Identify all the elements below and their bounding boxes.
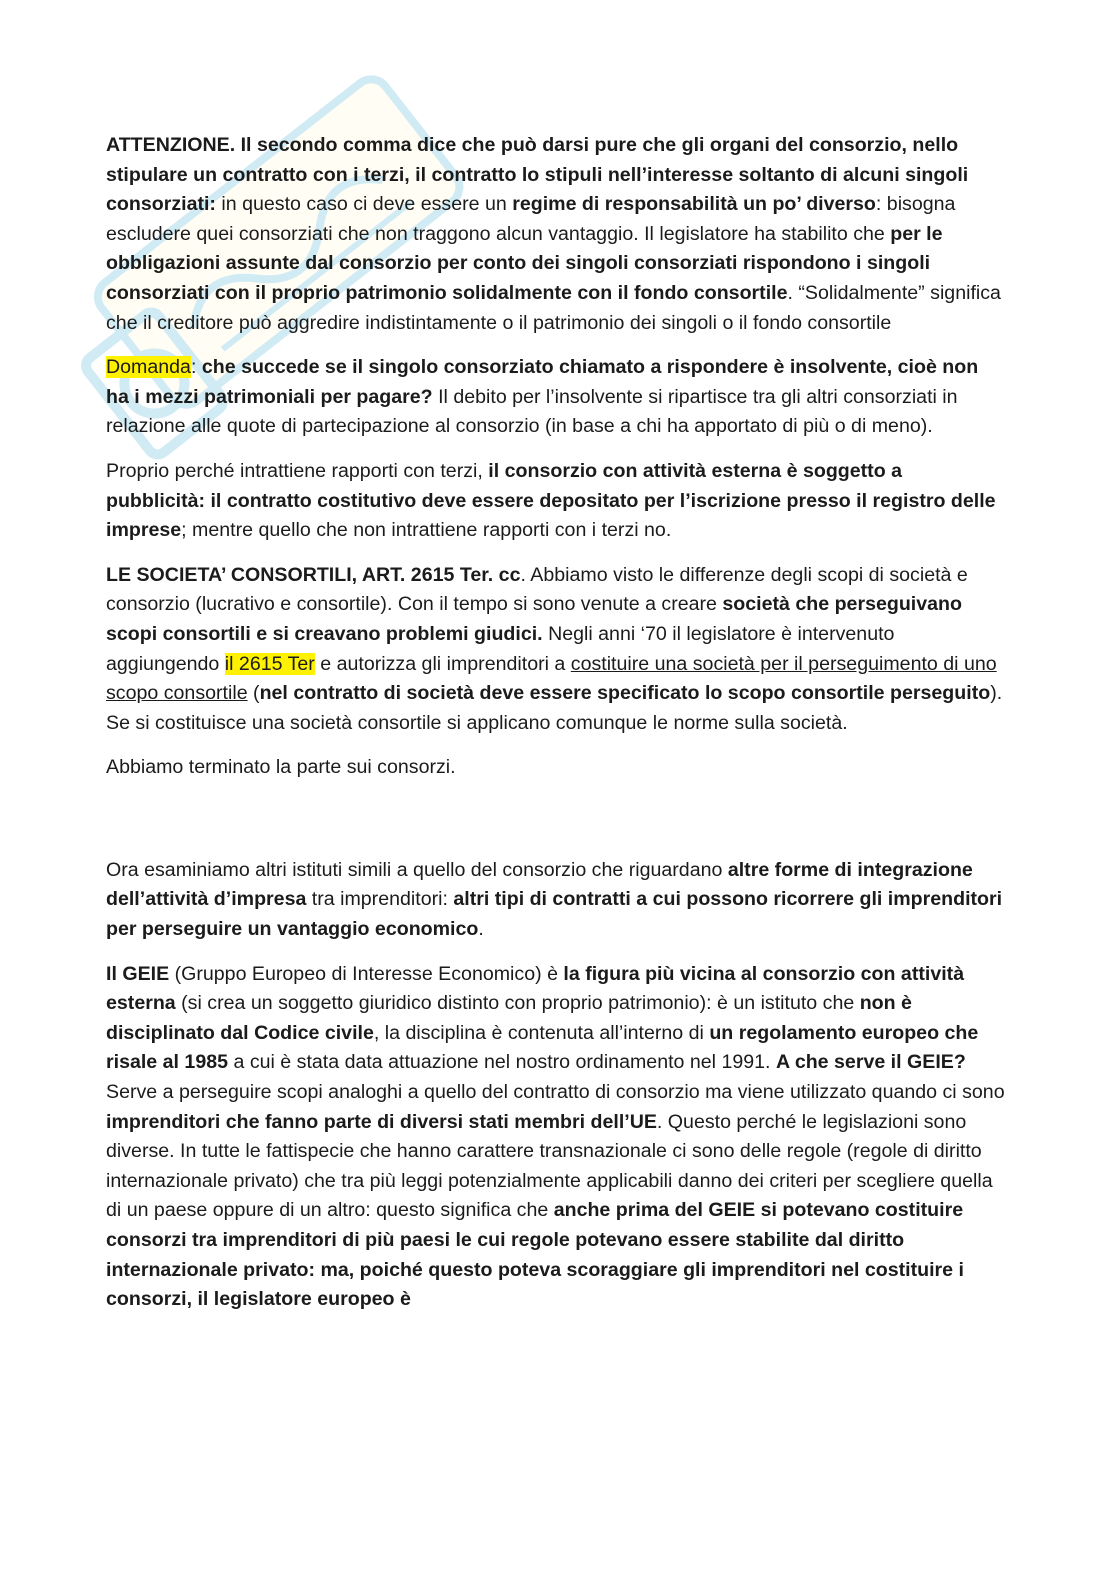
bold-text: un regolamento europeo che risale al 1985 (106, 1021, 979, 1074)
text: (Gruppo Europeo di Interesse Economico) è (169, 962, 564, 985)
bold-text: Il secondo comma dice che può darsi pure che gli organi del consorzio, nello stipulare un contratto con i terzi, il contratto lo stipuli nell’interesse soltanto di alcuni singoli consorziati: (106, 134, 969, 216)
text: e autorizza gli imprenditori a (314, 652, 571, 675)
text: Abbiamo terminato la parte sui consorzi. (106, 756, 456, 779)
bold-text: A che serve il GEIE? (775, 1051, 966, 1074)
text: (si crea un soggetto giuridico distinto con proprio patrimonio): è un istituto che (175, 992, 860, 1015)
text: . “Solidalmente” significa che il creditore può aggredire indistintamente o il patrimonio dei singoli o il fondo consortile (106, 281, 1001, 334)
text: Negli anni ‘70 il legislatore è intervenuto aggiungendo (106, 622, 895, 675)
paragraph-pubblicita (106, 457, 1006, 546)
paragraph-societa-consortili (106, 561, 1006, 739)
text: tra imprenditori: (306, 888, 454, 911)
paragraph-geie (106, 960, 1006, 1315)
paragraph-terminato (106, 753, 1006, 783)
bold-text: il consorzio con attività esterna è soggetto a pubblicità: il contratto costitutivo deve essere depositato per l’iscrizione presso il registro delle imprese (106, 459, 996, 542)
bold-text: altri tipi di contratti a cui possono ricorrere gli imprenditori per perseguire un vantaggio economico (106, 888, 1003, 941)
label-attenzione: ATTENZIONE. (106, 134, 236, 156)
text: . Abbiamo visto le differenze degli scopi di società e consorzio (lucrativo e consortile). Con il tempo si sono venute a creare (106, 563, 968, 616)
text: in questo caso ci deve essere un (215, 193, 513, 216)
text: ; mentre quello che non intrattiene rapporti con i terzi no. (181, 519, 672, 542)
bold-text: che succede se il singolo consorziato chiamato a rispondere è insolvente, cioè non ha i mezzi patrimoniali per pagare? (106, 356, 979, 408)
bold-text: per le obbligazioni assunte dal consorzio per conto dei singoli consorziati rispondono i singoli consorziati con il proprio patrimonio solidalmente con il fondo consortile (106, 222, 943, 304)
bold-text: imprenditori che fanno parte di diversi stati membri dell’UE (106, 1110, 657, 1133)
highlight-domanda: Domanda (106, 356, 191, 379)
bold-text: anche prima del GEIE si potevano costituire consorzi tra imprenditori di più paesi le cui regole potevano essere stabilite dal diritto internazionale privato: ma, poiché questo poteva scoraggiare gli imprenditori nel costituire i consorzi, il legislatore europeo è (106, 1199, 964, 1311)
text: Proprio perché intrattiene rapporti con terzi, (106, 459, 489, 482)
text: Il debito per l’insolvente si ripartisce tra gli altri consorziati in relazione alle quote di partecipazione al consorzio (in base a chi ha apportato di più o di meno). (106, 385, 958, 438)
paragraph-altri-istituti (106, 856, 1006, 945)
text: ( (247, 682, 260, 705)
text: : bisogna escludere quei consorziati che non traggono alcun vantaggio. Il legislatore ha stabilito che (106, 193, 956, 245)
bold-text: società che perseguivano scopi consortili e si creavano problemi giudici. (106, 593, 962, 645)
section-heading: LE SOCIETA’ CONSORTILI, ART. 2615 Ter. cc (106, 563, 521, 586)
section-heading: Il GEIE (106, 962, 170, 985)
text: : (190, 356, 202, 379)
highlight-2615-ter: il 2615 Ter (224, 652, 315, 675)
text: Serve a perseguire scopi analoghi a quello del contratto di consorzio ma viene utilizzato quando ci sono (106, 1081, 1005, 1104)
bold-text: regime di responsabilità un po’ diverso (512, 193, 876, 216)
document-page (106, 131, 1006, 1330)
text: , la disciplina è contenuta all’interno di (373, 1021, 710, 1044)
bold-text: altre forme di integrazione dell’attività d’impresa (106, 858, 973, 911)
text: . (478, 918, 484, 941)
paragraph-attenzione (106, 131, 1006, 338)
text: . Questo perché le legislazioni sono diverse. In tutte le fattispecie che hanno carattere transnazionale ci sono delle regole (regole di diritto internazionale privato) che tra più leggi potenzialmente applicabili danno dei criteri per scegliere quella di un paese oppure di un altro: questo significa che (106, 1110, 993, 1222)
paragraph-domanda (106, 353, 1006, 442)
text: ). Se si costituisce una società consortile si applicano comunque le norme sulla società. (106, 682, 1003, 734)
bold-text: la figura più vicina al consorzio con attività esterna (106, 962, 965, 1015)
bold-text: non è disciplinato dal Codice civile (106, 992, 912, 1044)
text: Ora esaminiamo altri istituti simili a quello del consorzio che riguardano (106, 858, 728, 881)
text: a cui è stata data attuazione nel nostro ordinamento nel 1991. (228, 1051, 776, 1074)
underlined-text: costituire una società per il perseguimento di uno scopo consortile (106, 652, 997, 705)
bold-text: nel contratto di società deve essere specificato lo scopo consortile perseguito (259, 682, 991, 705)
spacer (106, 798, 1006, 856)
